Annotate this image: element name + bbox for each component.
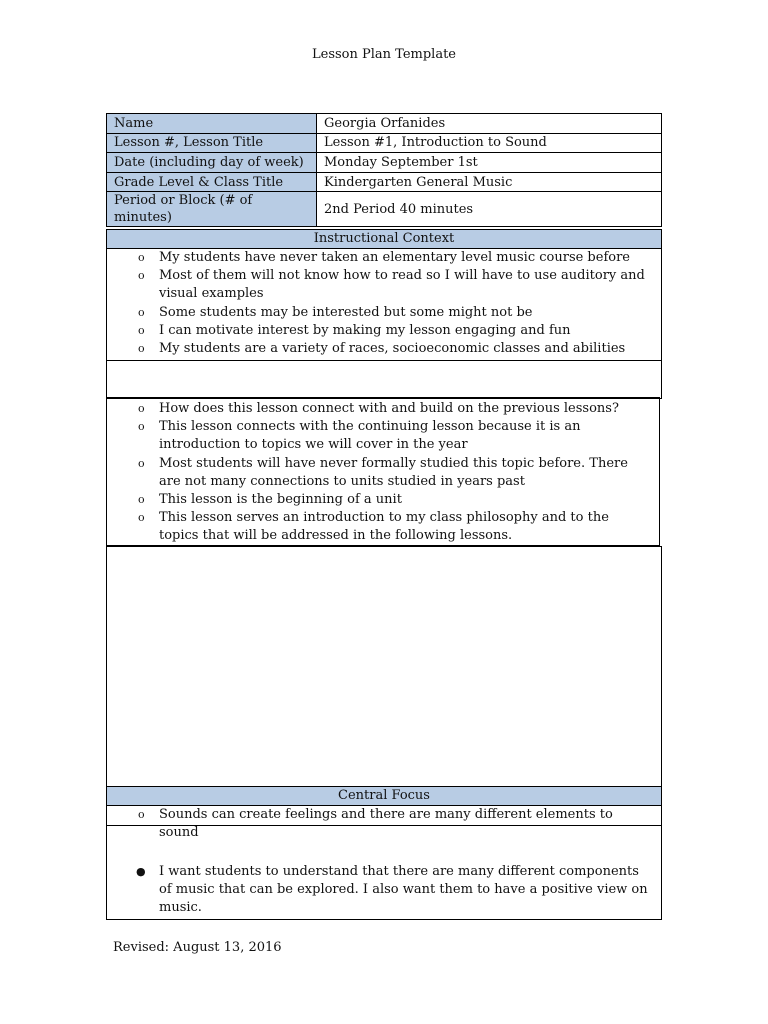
page-title: Lesson Plan Template [312,47,456,62]
list-item: o How does this lesson connect with and build on the previous lessons? [107,400,659,418]
lesson-info-table [106,113,662,227]
info-label: Grade Level & Class Title [107,172,317,192]
empty-section [106,360,662,399]
info-label: Lesson #, Lesson Title [107,133,317,153]
info-value: Monday September 1st [317,153,662,173]
list-item: o Most students will have never formally studied this topic before. There are not many connections to units studied in years past [107,455,659,491]
table-row [107,192,662,227]
bullet-list [107,400,659,546]
list-item: o Some students may be interested but some might not be [107,304,661,322]
instructional-context-section [106,229,662,361]
lesson-connections-section [106,397,660,546]
info-value: Lesson #1, Introduction to Sound [317,133,662,153]
revised-date: Revised: August 13, 2016 [113,940,282,955]
empty-section [106,546,662,787]
section-header: Instructional Context [107,230,661,249]
list-item: o My students have never taken an elementary level music course before [107,249,661,267]
info-label: Name [107,114,317,134]
bullet-list [107,863,661,918]
list-item: o Sounds can create feelings and there are many different elements to sound [107,806,661,842]
list-item: ● I want students to understand that there are many different components of music that can be explored. I also want them to have a positive view on music. [107,863,661,918]
central-focus-section [106,786,662,840]
table-row [107,172,662,192]
info-value: Kindergarten General Music [317,172,662,192]
list-item: o My students are a variety of races, socioeconomic classes and abilities [107,340,661,358]
list-item: o This lesson is the beginning of a unit [107,491,659,509]
info-label: Date (including day of week) [107,153,317,173]
info-value: 2nd Period 40 minutes [317,192,662,227]
info-label: Period or Block (# of minutes) [107,192,317,227]
table-row [107,153,662,173]
table-row [107,114,662,134]
list-item: o Most of them will not know how to read so I will have to use auditory and visual examples [107,267,661,303]
list-item: o This lesson connects with the continuing lesson because it is an introduction to topics we will cover in the year [107,418,659,454]
list-item: o I can motivate interest by making my lesson engaging and fun [107,322,661,340]
list-item: o This lesson serves an introduction to my class philosophy and to the topics that will be addressed in the following lessons. [107,509,659,545]
table-row [107,133,662,153]
bullet-list [107,249,661,358]
learning-goals-section [106,825,662,920]
section-header: Central Focus [107,787,661,806]
info-value: Georgia Orfanides [317,114,662,134]
